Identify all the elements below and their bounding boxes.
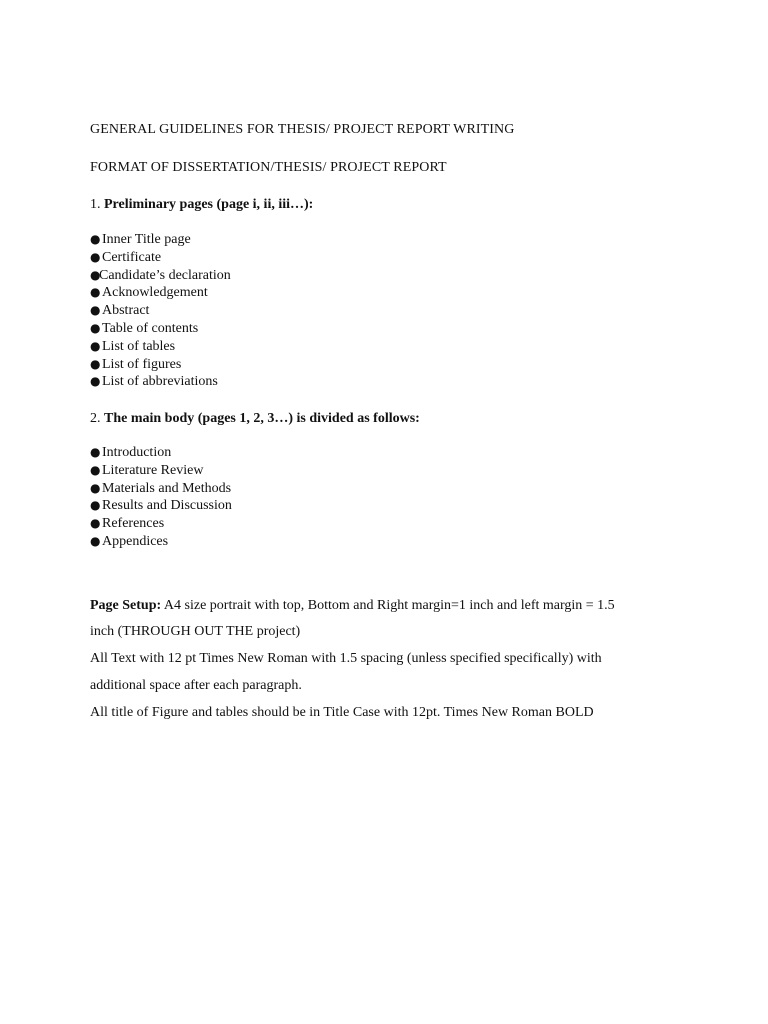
section-1-heading — [90, 196, 313, 214]
body-text-line-1: All Text with 12 pt Times New Roman with 1.5 spacing (unless specified specifically) with — [90, 651, 602, 666]
list-item: ● Appendices — [90, 533, 169, 549]
page-setup-line-2: inch (THROUGH OUT THE project) — [90, 624, 301, 639]
list-item: ● Inner Title page — [90, 232, 191, 247]
page-setup-text: A4 size portrait with top, Bottom and Right margin=1 inch and left margin = 1.5 — [163, 598, 615, 613]
bullet-icon: ● — [90, 320, 101, 335]
list-item: ● Literature Review — [90, 462, 204, 478]
preliminary-pages-list — [90, 231, 231, 391]
section-2-heading — [90, 410, 420, 428]
list-item: ● List of figures — [90, 356, 182, 372]
bullet-icon: ● — [90, 445, 101, 459]
section-1-number: 1. — [90, 197, 101, 212]
page-setup-line-1 — [90, 597, 615, 615]
list-item: ●Candidate’s declaration — [90, 267, 231, 283]
bullet-icon: ● — [90, 516, 101, 531]
list-item: ● List of abbreviations — [90, 374, 218, 390]
section-1-title: Preliminary pages (page i, ii, iii…): — [104, 197, 314, 212]
page-setup-label: Page Setup: — [90, 598, 162, 613]
body-text-line-2: additional space after each paragraph. — [90, 678, 302, 693]
list-item: ● List of tables — [90, 338, 176, 354]
bullet-icon: ● — [90, 462, 101, 477]
bullet-icon: ● — [90, 285, 101, 300]
bullet-icon: ● — [90, 533, 101, 548]
section-2-number: 2. — [90, 411, 101, 426]
main-body-list — [90, 444, 232, 551]
document-title: GENERAL GUIDELINES FOR THESIS/ PROJECT REPORT WRITING — [90, 122, 515, 137]
list-item: ● Introduction — [90, 445, 172, 460]
list-item: ● Materials and Methods — [90, 480, 232, 496]
list-item: ● Abstract — [90, 303, 150, 319]
list-item: ● References — [90, 516, 165, 532]
body-text-line-3: All title of Figure and tables should be in Title Case with 12pt. Times New Roman BOLD — [90, 705, 594, 720]
bullet-icon: ● — [90, 303, 101, 318]
bullet-icon: ● — [90, 249, 101, 264]
bullet-icon: ● — [90, 232, 101, 246]
list-item: ● Table of contents — [90, 320, 199, 336]
bullet-icon: ● — [90, 338, 101, 353]
bullet-icon: ● — [90, 498, 101, 513]
list-item: ● Certificate — [90, 249, 162, 265]
list-item: ● Results and Discussion — [90, 498, 232, 514]
bullet-icon: ● — [90, 480, 101, 495]
bullet-icon: ● — [90, 267, 101, 282]
document-subtitle: FORMAT OF DISSERTATION/THESIS/ PROJECT REPORT — [90, 160, 447, 175]
bullet-icon: ● — [90, 374, 101, 389]
bullet-icon: ● — [90, 356, 101, 371]
list-item: ● Acknowledgement — [90, 285, 208, 301]
section-2-title: The main body (pages 1, 2, 3…) is divided as follows: — [104, 411, 420, 426]
